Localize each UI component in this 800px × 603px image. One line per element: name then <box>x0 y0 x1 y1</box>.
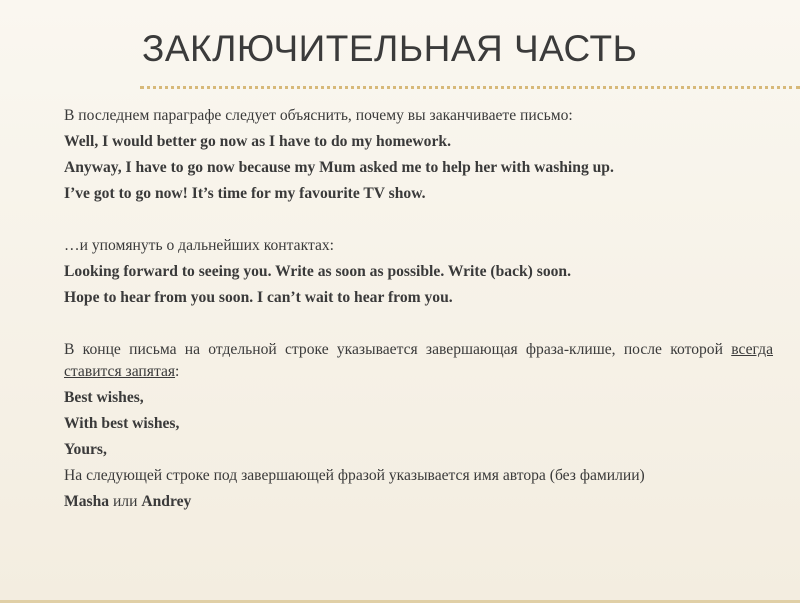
contacts-intro-text: …и упомянуть о дальнейших контактах: <box>64 237 335 254</box>
closing-phrase: With best wishes, <box>64 415 180 432</box>
name-note-paragraph: На следующей строке под завершающей фразой указывается имя автора (без фамилии) <box>64 467 645 484</box>
title-divider <box>140 86 800 89</box>
reason-phrase: I’ve got to go now! It’s time for my favourite TV show. <box>64 185 426 202</box>
slide-content <box>64 103 773 515</box>
closing-phrase: Best wishes, <box>64 389 144 406</box>
closing-intro-text: В конце письма на отдельной строке указывается завершающая фраза-клише, после которой <box>64 341 732 358</box>
author-name-first: Masha <box>64 493 110 510</box>
spacer <box>64 311 773 337</box>
author-name-second: Andrey <box>141 493 192 510</box>
slide-title: ЗАКЛЮЧИТЕЛЬНАЯ ЧАСТЬ <box>142 28 638 69</box>
author-names <box>64 489 773 515</box>
comma-rule-underlined: всегда ставится запятая <box>64 341 773 380</box>
names-connector: или <box>109 493 142 510</box>
contact-phrase: Hope to hear from you soon. I can’t wait to hear from you. <box>64 289 453 306</box>
closing-intro-colon: : <box>175 363 180 380</box>
contact-phrase: Looking forward to seeing you. Write as soon as possible. Write (back) soon. <box>64 263 571 280</box>
spacer <box>64 207 773 233</box>
intro-text: В последнем параграфе следует объяснить, почему вы заканчиваете письмо: <box>64 107 573 124</box>
reason-phrase: Anyway, I have to go now because my Mum asked me to help her with washing up. <box>64 159 614 176</box>
closing-intro-paragraph <box>64 337 773 385</box>
reason-phrase: Well, I would better go now as I have to do my homework. <box>64 133 451 150</box>
closing-phrase: Yours, <box>64 441 107 458</box>
